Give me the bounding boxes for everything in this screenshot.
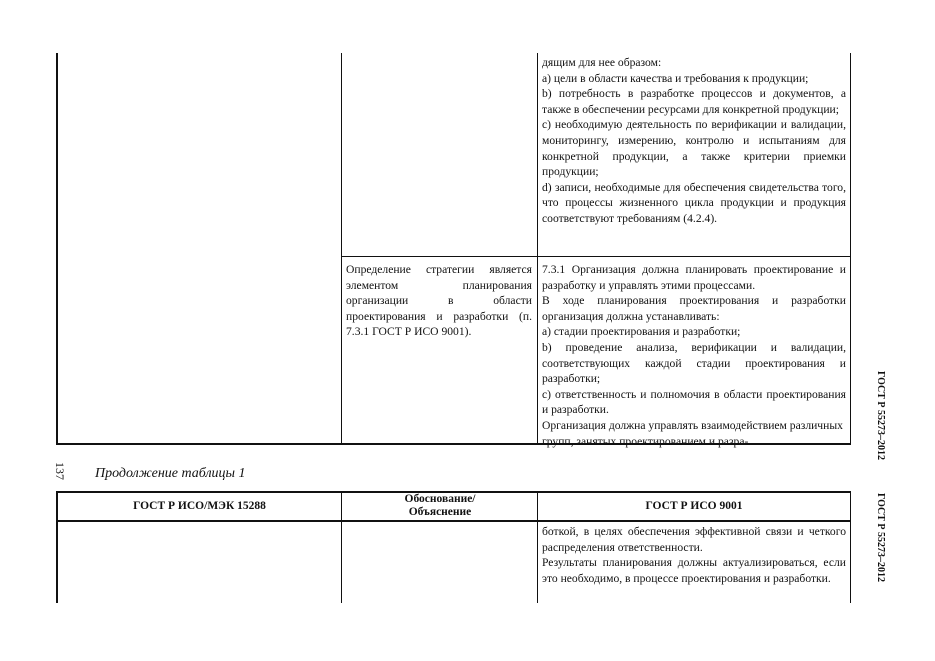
- paragraph: с) необходимую деятельность по верификации и валидации, мониторингу, измерению, контролю и испытаниям для конкретной продукции, а также критерии приемки продукции;: [542, 118, 846, 179]
- paragraph: Определение стратегии является элементом планирования организации в области проектирования и разработки (п. 7.3.1 ГОСТ Р ИСО 9001).: [346, 263, 532, 339]
- lower-col3-cell: [542, 524, 846, 586]
- header-col1: ГОСТ Р ИСО/МЭК 15288: [133, 500, 266, 512]
- paragraph: дящим для нее образом:: [542, 56, 662, 69]
- page-number: 137: [53, 462, 67, 480]
- paragraph: В ходе планирования проектирования и разработки организация должна устанавливать:: [542, 294, 846, 323]
- upper-table-divider-1: [341, 53, 342, 445]
- paragraph: с) ответственность и полномочия в области проектирования и разработки.: [542, 387, 846, 417]
- header-col2: Обоснование/ Объяснение: [404, 493, 476, 518]
- table-caption: Продолжение таблицы 1: [95, 466, 246, 481]
- paragraph: b) потребность в разработке процессов и документов, а также в обеспечении ресурсами для конкретной продукции;: [542, 87, 846, 116]
- lower-table-divider-1: [341, 491, 342, 603]
- upper-table-row-separator: [341, 256, 851, 257]
- upper-col3-top-cell: [542, 55, 846, 227]
- paragraph: 7.3.1 Организация должна планировать проектирование и разработку и управлять этими процессами.: [542, 263, 846, 292]
- lower-table-header-bottom: [56, 520, 851, 522]
- upper-table-divider-2: [537, 53, 538, 445]
- paragraph: d) записи, необходимые для обеспечения свидетельства того, что процессы жизненного цикла продукции и продукция соответствуют требованиям (4.2.4).: [542, 180, 846, 225]
- paragraph: Результаты планирования должны актуализироваться, если это необходимо, в процессе проектирования и разработки.: [542, 556, 846, 585]
- header-col3: ГОСТ Р ИСО 9001: [645, 500, 743, 512]
- paragraph: а) цели в области качества и требования к продукции;: [542, 71, 809, 85]
- paragraph: Организация должна управлять взаимодействием различных групп, занятых проектированием и разра-: [542, 418, 843, 448]
- upper-col3-mid-cell: [542, 262, 846, 449]
- side-label-bottom: ГОСТ Р 55273–2012: [875, 493, 886, 583]
- lower-table-right-border: [850, 491, 851, 603]
- upper-table-right-border: [850, 53, 851, 445]
- upper-table-left-border: [56, 53, 58, 445]
- paragraph: а) стадии проектирования и разработки;: [542, 325, 741, 339]
- paragraph: боткой, в целях обеспечения эффективной связи и четкого распределения ответственности.: [542, 525, 846, 554]
- side-label-top: ГОСТ Р 55273–2012: [875, 371, 886, 461]
- upper-col2-mid-cell: [346, 262, 532, 340]
- paragraph: b) проведение анализа, верификации и валидации, соответствующих каждой стадии проектирования и разработки;: [542, 340, 846, 386]
